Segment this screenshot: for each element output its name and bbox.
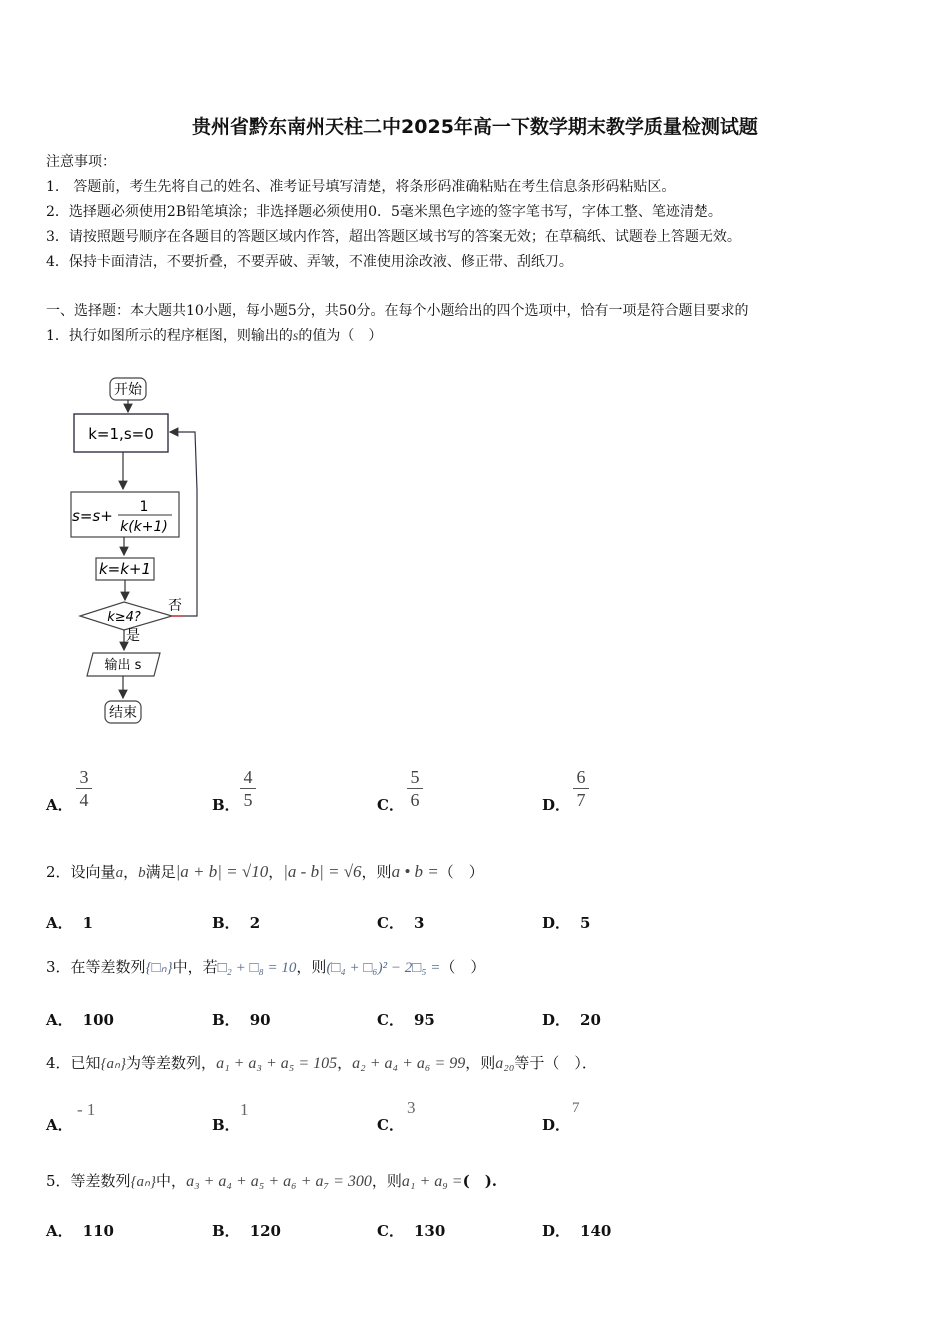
q3-option-c: C． 95 [377, 1011, 435, 1029]
q1-option-b-label: B． [212, 796, 240, 814]
q3-num: 3． [46, 958, 71, 976]
q1-stem-var: s [292, 329, 299, 344]
q4-seq: {aₙ} [100, 1056, 127, 1072]
q1-option-a-label: A． [46, 796, 73, 814]
q3-cond: □₂ + □₈ = 10 [217, 960, 297, 976]
q1-option-a-value: 3 4 [76, 767, 92, 810]
flowchart [60, 370, 220, 735]
q1-option-b-value: 4 5 [240, 767, 256, 810]
q2-text-4: （ ） [438, 863, 484, 881]
q4-option-d-label: D． [542, 1116, 571, 1134]
q2-sep: ， [123, 863, 139, 881]
q3-option-a: A． 100 [46, 1011, 114, 1029]
q4-option-c-value: 3 [407, 1098, 416, 1117]
q1-stem-a: 1．执行如图所示的程序框图，则输出的 [46, 328, 293, 344]
q4-comma: ， [337, 1054, 353, 1072]
notice-item-1: 1. 答题前，考生先将自己的姓名、准考证号填写清楚，将条形码准确粘贴在考生信息条形码粘贴区。 [46, 179, 676, 195]
q1-option-d-label: D． [542, 796, 571, 814]
flow-init-label: k=1,s=0 [88, 425, 154, 443]
q2-expr-2: |a - b| = √6 [283, 862, 362, 881]
q2-text-2: 满足 [145, 863, 176, 881]
q5-num: 5． [46, 1172, 71, 1190]
q5-text-1: 等差数列 [70, 1172, 131, 1190]
q2-num: 2． [46, 863, 71, 881]
q4-option-a-label: A． [46, 1116, 73, 1134]
q4-num: 4． [46, 1054, 71, 1072]
q5-option-d: D． 140 [542, 1222, 612, 1240]
q2-var-a: a [115, 865, 124, 881]
flow-yes-label: 是 [126, 628, 140, 644]
question-5-stem [46, 1172, 497, 1191]
notice-item-4: 4．保持卡面清洁，不要折叠，不要弄破、弄皱，不准使用涂改液、修正带、刮纸刀。 [46, 254, 573, 270]
q5-text-2: 中， [156, 1172, 187, 1190]
q2-expr-1: |a + b| = √10 [175, 862, 269, 881]
q1-option-c-label: C． [377, 796, 404, 814]
q5-option-c: C． 130 [377, 1222, 446, 1240]
q4-expr-1: a₁ + a₃ + a₅ = 105 [216, 1055, 338, 1072]
question-4-stem [46, 1054, 597, 1073]
q4-text-1: 已知 [70, 1054, 101, 1072]
q4-option-c-label: C． [377, 1116, 404, 1134]
question-1-stem [46, 327, 382, 346]
q3-text-1: 在等差数列 [70, 958, 146, 976]
q4-text-3: ，则 [465, 1054, 496, 1072]
q1-stem-b: 的值为（ ） [298, 328, 383, 344]
q2-comma: ， [268, 863, 284, 881]
q2-expr-3: a • b = [391, 862, 439, 881]
q4-text-2: 为等差数列， [126, 1054, 217, 1072]
q5-expr-2: a₁ + a₉ = [401, 1173, 463, 1190]
q1-option-c-value: 5 6 [407, 767, 423, 810]
q2-option-b: B． 2 [212, 914, 261, 932]
section-heading: 一、选择题：本大题共10小题，每小题5分，共50分。在每个小题给出的四个选项中，恰有一项是符合题目要求的 [46, 303, 749, 319]
q3-text-3: ，则 [296, 958, 327, 976]
flow-output-label: 输出 s [104, 658, 142, 673]
flow-end-label: 结束 [109, 705, 137, 721]
flow-assign-num: 1 [139, 499, 149, 515]
page-title: 贵州省黔东南州天柱二中2025年高一下数学期末教学质量检测试题 [192, 116, 758, 138]
q4-option-a-value: - 1 [77, 1100, 96, 1119]
q5-option-a: A． 110 [46, 1222, 114, 1240]
q2-option-c: C． 3 [377, 914, 425, 932]
flow-start-label: 开始 [114, 382, 142, 398]
q1-option-d-value: 6 7 [573, 767, 589, 810]
q5-option-b: B． 120 [212, 1222, 281, 1240]
flow-cond-label: k≥4? [107, 610, 141, 625]
flow-assign-lhs: s=s+ [72, 507, 113, 525]
q4-expr-2: a₂ + a₄ + a₆ = 99 [352, 1055, 466, 1072]
q3-option-b: B． 90 [212, 1011, 271, 1029]
q2-option-d: D． 5 [542, 914, 591, 932]
flow-no-label: 否 [168, 598, 182, 614]
q4-text-4: 等于（ ）． [514, 1054, 597, 1072]
q5-expr-1: a₃ + a₄ + a₅ + a₆ + a₇ = 300 [186, 1173, 372, 1190]
q3-seq: {□ₙ} [145, 960, 173, 976]
question-3-stem [46, 958, 485, 977]
q2-option-a: A． 1 [46, 914, 94, 932]
q4-option-b-label: B． [212, 1116, 240, 1134]
q5-seq: {aₙ} [130, 1174, 157, 1190]
notice-item-3: 3．请按照题号顺序在各题目的答题区域内作答，超出答题区域书写的答案无效；在草稿纸、试题卷上答题无效。 [46, 229, 741, 245]
notice-heading: 注意事项： [46, 154, 116, 170]
flow-assign-den: k(k+1) [120, 519, 168, 535]
question-2-stem [46, 863, 484, 882]
q3-option-d: D． 20 [542, 1011, 601, 1029]
q2-var-b: b [138, 865, 146, 881]
q3-text-4: （ ） [440, 958, 486, 976]
notice-item-2: 2．选择题必须使用2B铅笔填涂；非选择题必须使用0．5毫米黑色字迹的签字笔书写，字体工整、笔迹清楚。 [46, 204, 722, 220]
q2-text-3: ，则 [361, 863, 392, 881]
q4-option-d-value: 7 [572, 1100, 580, 1116]
q4-expr-3: a₂₀ [495, 1055, 515, 1072]
flow-incr-label: k=k+1 [98, 560, 152, 578]
q5-text-4: ( ). [462, 1172, 498, 1190]
q3-text-2: 中，若 [172, 958, 218, 976]
q3-expr: (□₄ + □₆)² − 2□₅ = [326, 960, 441, 976]
q2-text-1: 设向量 [70, 863, 116, 881]
q5-text-3: ，则 [371, 1172, 402, 1190]
q4-option-b-value: 1 [240, 1100, 249, 1119]
